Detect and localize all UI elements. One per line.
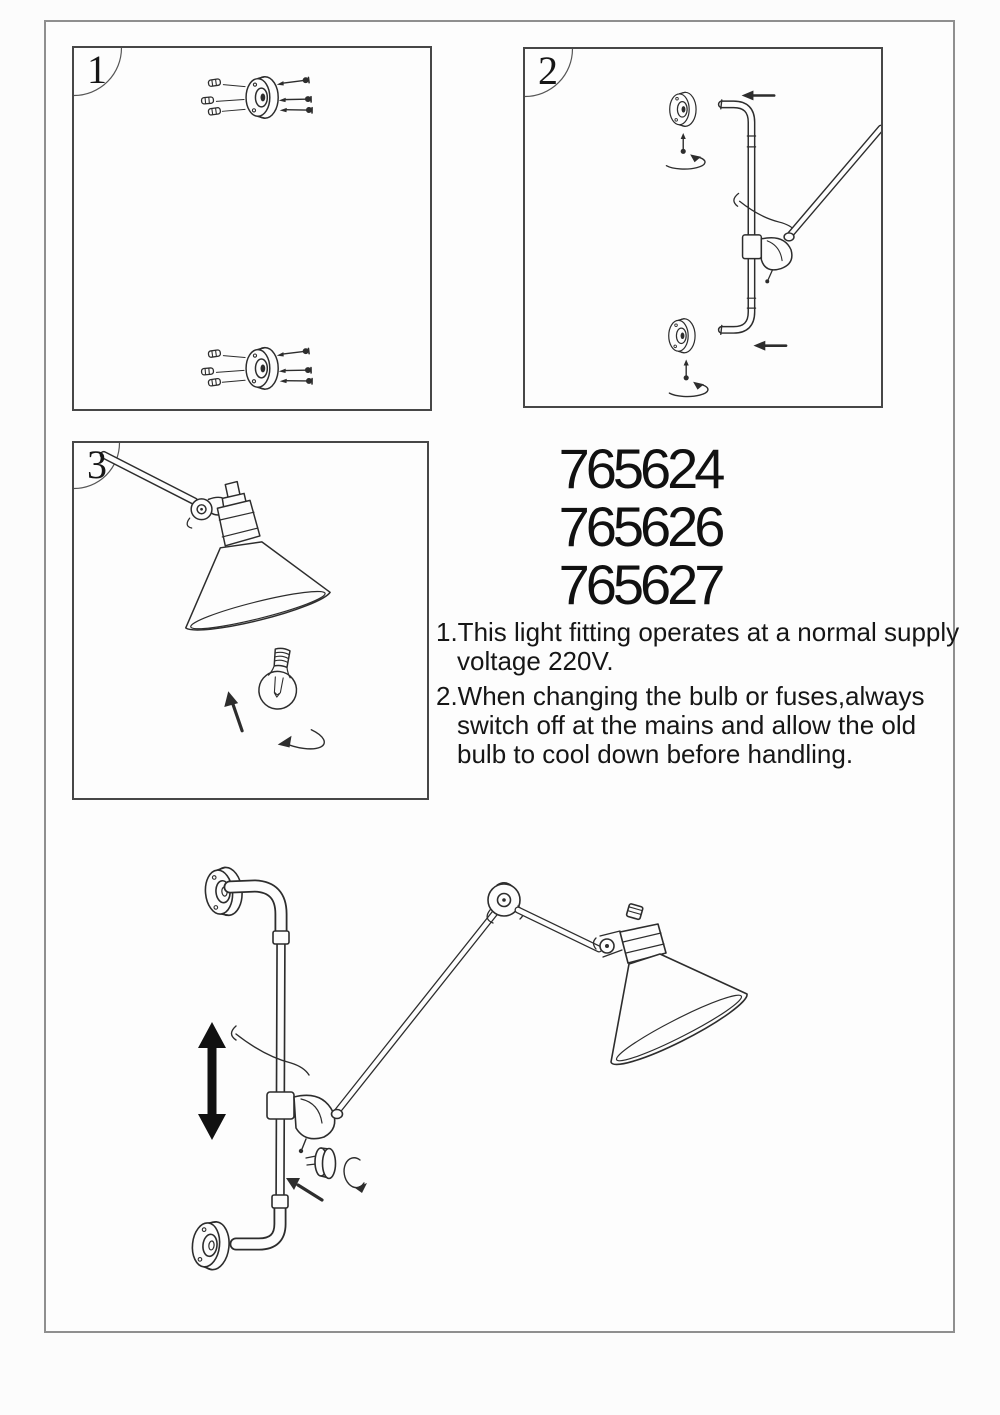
instruction-line: switch off at the mains and allow the old [457,710,917,740]
model-number: 765627 [558,553,722,616]
model-number: 765626 [558,495,722,558]
instruction-line: voltage 220V. [457,646,614,676]
cone-shade [611,954,747,1068]
wall-bar [230,886,289,1244]
rotation-arrow-icon [344,1158,367,1193]
fork-joint [594,931,623,957]
light-bulb-icon [257,646,302,711]
instruction-line: 2.When changing the bulb or fuses,always [436,681,925,711]
wall-plate-top [670,92,696,126]
rotation-arrow-icon [278,730,325,749]
cable [232,1026,310,1075]
model-numbers [440,437,840,616]
lamp-socket [217,482,260,546]
instructions [436,617,960,775]
panel-2 [523,47,883,408]
panel-1-drawing [74,48,430,409]
up-down-arrow-icon [198,1022,226,1140]
panel-2-drawing [525,49,881,406]
set-screw-top [681,133,686,154]
wall-plate-bottom [201,348,312,390]
rotation-cue-top [666,154,705,169]
instruction-line: 1.This light fitting operates at a normal supply [436,617,960,647]
wall-plate-top [201,77,312,119]
instruction-line: bulb to cool down before handling. [457,739,854,769]
wall-plate-bottom [190,1220,231,1272]
assembled-lamp-drawing [150,840,810,1300]
insert-arrow [224,691,242,731]
cone-shade [186,542,330,635]
wall-bar [721,100,756,334]
panel-3 [72,441,429,800]
instruction-item-2 [436,682,956,769]
lower-swing-arm [336,904,502,1113]
wall-plate-bottom [669,319,695,353]
instruction-item-1 [436,617,960,676]
model-number: 765624 [558,437,722,500]
rotation-cue-bottom [669,382,708,397]
insert-arrow-bottom [753,341,786,351]
panel-3-label: 3 [87,442,107,487]
panel-1 [72,46,432,411]
upper-swing-arm [518,910,599,949]
swing-arm [104,455,195,501]
swing-arm [784,128,881,241]
panel-1-label: 1 [87,47,107,92]
set-screw-bottom [684,360,689,381]
insert-arrow-top [742,91,775,101]
panel-2-label: 2 [538,48,558,93]
thumb-screw [306,1148,336,1179]
cable [734,193,795,231]
panel-3-drawing [74,443,427,798]
insert-arrow [286,1178,322,1200]
